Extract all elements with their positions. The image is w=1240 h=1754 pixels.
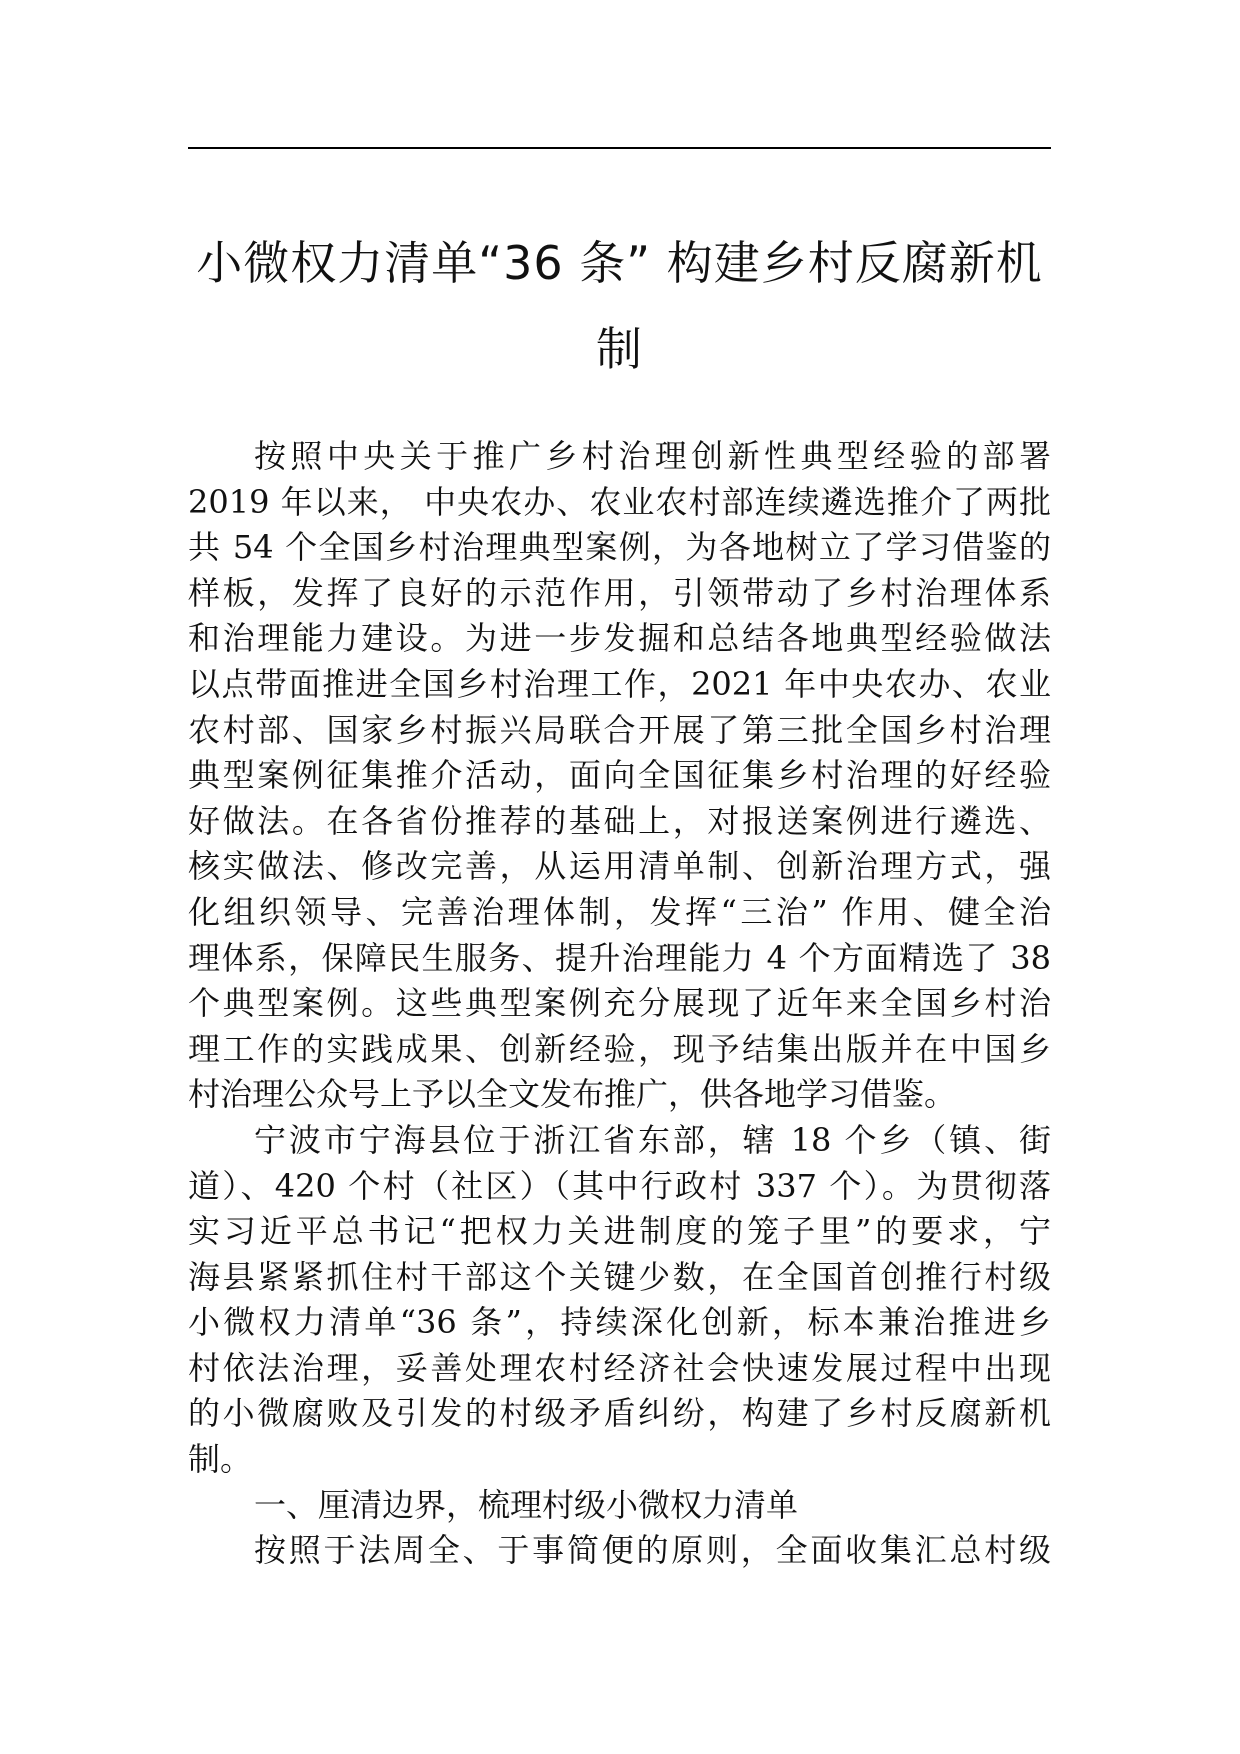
section-heading: 一、厘清边界，梳理村级小微权力清单 bbox=[254, 1485, 799, 1524]
document-body bbox=[188, 434, 1051, 1574]
paragraph-line: 样板，发挥了良好的示范作用，引领带动了乡村治理体系 bbox=[188, 573, 1051, 612]
title-line: 制 bbox=[596, 322, 643, 376]
paragraph-line: 好做法。在各省份推荐的基础上，对报送案例进行遴选、 bbox=[188, 801, 1051, 840]
paragraph-line: 农村部、国家乡村振兴局联合开展了第三批全国乡村治理 bbox=[188, 710, 1051, 749]
paragraph-line: 化组织领导、完善治理体制，发挥“三治” 作用、健全治 bbox=[188, 892, 1051, 931]
paragraph-line: 按照中央关于推广乡村治理创新性典型经验的部署 bbox=[254, 437, 1051, 475]
header-rule bbox=[188, 147, 1051, 149]
paragraph-line: 典型案例征集推介活动，面向全国征集乡村治理的好经验 bbox=[188, 756, 1051, 795]
paragraph-line: 村依法治理，妥善处理农村经济社会快速发展过程中出现 bbox=[188, 1348, 1051, 1387]
paragraph-line: 2019 年以来， 中央农办、农业农村部连续遴选推介了两批 bbox=[188, 482, 1051, 521]
paragraph-line: 按照于法周全、于事简便的原则，全面收集汇总村级 bbox=[254, 1531, 1051, 1570]
document-title bbox=[188, 220, 1051, 392]
paragraph-line: 小微权力清单“36 条”，持续深化创新，标本兼治推进乡 bbox=[188, 1303, 1051, 1342]
paragraph-line: 核实做法、修改完善，从运用清单制、创新治理方式，强 bbox=[188, 847, 1051, 886]
paragraph-line: 实习近平总书记“把权力关进制度的笼子里”的要求，宁 bbox=[188, 1212, 1051, 1251]
paragraph-line: 理体系，保障民生服务、提升治理能力 4 个方面精选了 38 bbox=[188, 938, 1051, 977]
paragraph-line: 个典型案例。这些典型案例充分展现了近年来全国乡村治 bbox=[188, 984, 1051, 1023]
paragraph-line: 制。 bbox=[188, 1440, 253, 1479]
paragraph-line: 宁波市宁海县位于浙江省东部，辖 18 个乡（镇、街 bbox=[254, 1120, 1051, 1159]
paragraph-line: 理工作的实践成果、创新经验，现予结集出版并在中国乡 bbox=[188, 1029, 1051, 1068]
title-line: 小微权力清单“36 条” 构建乡村反腐新机 bbox=[196, 236, 1043, 290]
paragraph-line: 共 54 个全国乡村治理典型案例，为各地树立了学习借鉴的 bbox=[188, 528, 1051, 567]
paragraph-line: 的小微腐败及引发的村级矛盾纠纷，构建了乡村反腐新机 bbox=[188, 1394, 1051, 1433]
paragraph-line: 和治理能力建设。为进一步发掘和总结各地典型经验做法 bbox=[188, 619, 1051, 658]
paragraph-line: 海县紧紧抓住村干部这个关键少数，在全国首创推行村级 bbox=[188, 1257, 1051, 1296]
paragraph-line: 村治理公众号上予以全文发布推广，供各地学习借鉴。 bbox=[188, 1075, 957, 1114]
paragraph-line: 以点带面推进全国乡村治理工作，2021 年中央农办、农业 bbox=[188, 664, 1051, 703]
paragraph-line: 道）、420 个村（社区）（其中行政村 337 个）。为贯彻落 bbox=[188, 1166, 1051, 1205]
